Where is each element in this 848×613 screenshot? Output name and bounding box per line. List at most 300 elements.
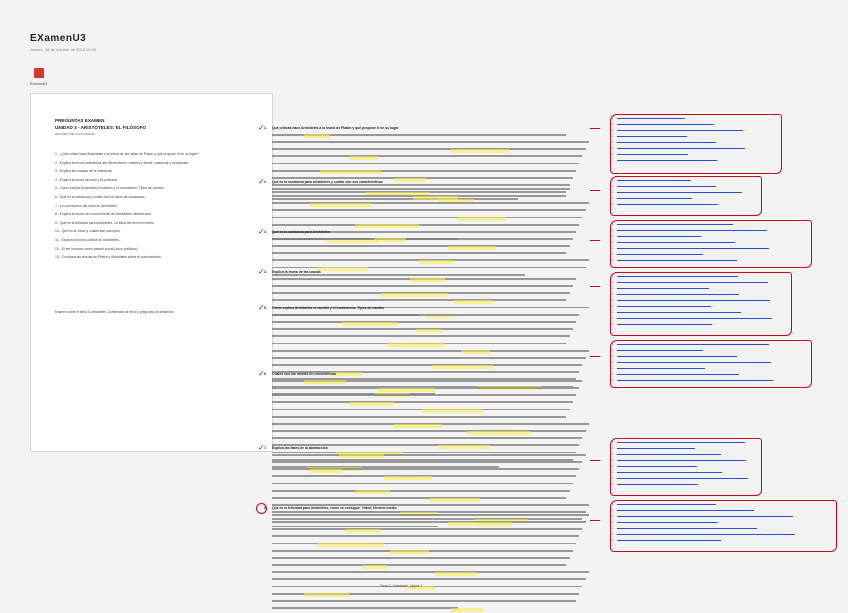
bullet-icon: •	[612, 359, 614, 364]
text-stroke	[272, 416, 566, 418]
bullet-icon: •	[612, 183, 614, 188]
bullet-icon: •	[612, 201, 614, 206]
note-stroke	[617, 294, 739, 295]
highlight-mark	[390, 550, 428, 554]
text-stroke	[272, 430, 586, 432]
bullet-icon: •	[612, 245, 614, 250]
bullet-icon: •	[612, 457, 614, 462]
highlight-mark	[362, 565, 388, 569]
check-mark-icon: ✓	[258, 177, 265, 186]
text-stroke	[272, 437, 582, 439]
question-number: 4.	[264, 270, 267, 274]
text-line	[272, 217, 592, 222]
text-line	[272, 586, 592, 591]
bullet-icon: •	[612, 513, 614, 518]
text-line	[272, 600, 592, 605]
highlight-mark	[448, 522, 512, 526]
highlight-mark	[310, 203, 371, 207]
note-stroke	[617, 522, 718, 523]
note-stroke	[617, 254, 703, 255]
connector-line	[590, 190, 600, 191]
text-stroke	[272, 535, 579, 537]
note-stroke	[617, 148, 745, 149]
check-mark-icon: ✓	[258, 443, 265, 452]
page-title: EXamenU3	[30, 33, 87, 44]
highlight-mark	[451, 149, 509, 153]
text-stroke	[272, 321, 576, 323]
text-line	[272, 416, 592, 421]
question-number: 5.	[264, 306, 267, 310]
list-item: 9.- Qué es la felicidad para Aristóteles. La ética del término medio.	[55, 220, 155, 225]
note-stroke	[617, 130, 743, 131]
highlight-mark	[320, 170, 381, 174]
text-line	[272, 437, 592, 442]
bullet-icon: •	[612, 321, 614, 326]
bullet-icon: •	[612, 309, 614, 314]
text-line	[272, 514, 592, 519]
question-title: Cómo explica Aristóteles el cambio y el movimiento. Tipos de cambio	[272, 306, 385, 310]
note-line	[611, 157, 781, 163]
text-line	[272, 607, 592, 612]
highlight-mark	[381, 293, 448, 297]
bullet-icon: •	[612, 195, 614, 200]
note-stroke	[617, 306, 711, 307]
highlight-mark	[461, 350, 490, 354]
bullet-icon: •	[612, 463, 614, 468]
text-stroke	[272, 394, 576, 396]
note-stroke	[617, 374, 739, 375]
note-stroke	[617, 324, 712, 325]
question-title: Explica las fases de la abstracción	[272, 446, 328, 450]
text-line	[272, 401, 592, 406]
note-line	[611, 201, 761, 207]
check-mark-icon: ✓	[258, 303, 265, 312]
text-line	[272, 468, 592, 473]
highlight-mark	[304, 380, 346, 384]
text-line	[272, 528, 592, 533]
page-footer-note: Examen sobre el tema 3: Aristóteles. Comentario de texto y preguntas de desarrollo.	[55, 310, 175, 314]
bullet-icon: •	[612, 519, 614, 524]
text-stroke	[272, 350, 589, 352]
text-stroke	[272, 409, 570, 411]
page-heading: PREGUNTAS EXAMEN	[55, 118, 105, 123]
list-item: 4.- Explica la teoría del acto y la potencia.	[55, 177, 118, 182]
note-stroke	[617, 192, 742, 193]
highlight-mark	[429, 498, 480, 502]
bullet-icon: •	[612, 303, 614, 308]
text-stroke	[272, 578, 586, 580]
text-line	[272, 483, 592, 488]
highlight-mark	[339, 454, 384, 458]
note-line	[611, 537, 836, 543]
highlight-mark	[435, 572, 477, 576]
check-mark-icon: ✓	[258, 123, 265, 132]
text-stroke	[272, 571, 589, 573]
check-mark-icon: ✓	[258, 267, 265, 276]
text-line	[272, 461, 592, 466]
note-stroke	[617, 460, 746, 461]
file-label[interactable]: ExamenU3	[30, 82, 48, 86]
list-item: 12.- El ser humano como animal social (zoon politikon).	[55, 246, 139, 251]
text-stroke	[272, 514, 589, 516]
question-title: Cuáles son los niveles de conocimiento	[272, 372, 337, 376]
page-course: HISTORIA DE LA FILOSOFÍA	[55, 132, 95, 136]
note-stroke	[617, 510, 754, 511]
bullet-icon: •	[612, 365, 614, 370]
text-line	[272, 380, 592, 385]
note-stroke	[617, 504, 716, 505]
text-stroke	[272, 148, 586, 150]
text-stroke	[272, 335, 570, 337]
text-line	[272, 475, 592, 480]
text-stroke	[272, 600, 576, 602]
note-stroke	[617, 142, 716, 143]
text-line	[272, 321, 592, 326]
page-date: Jueves, 18 de octubre de 2018 10:30	[30, 47, 97, 52]
highlight-mark	[378, 388, 436, 392]
text-line	[272, 292, 592, 297]
text-stroke	[272, 461, 582, 463]
text-line	[272, 328, 592, 333]
note-stroke	[617, 356, 737, 357]
note-stroke	[617, 540, 721, 541]
highlight-mark	[432, 365, 493, 369]
text-stroke	[272, 557, 570, 559]
text-line	[272, 521, 592, 526]
text-stroke	[272, 454, 586, 456]
note-stroke	[617, 282, 768, 283]
annotated-document	[258, 120, 596, 586]
bullet-icon: •	[612, 273, 614, 278]
note-stroke	[617, 312, 741, 313]
text-stroke	[272, 521, 586, 523]
text-stroke	[272, 224, 579, 226]
note-group	[610, 500, 837, 552]
text-line	[272, 593, 592, 598]
note-stroke	[617, 230, 767, 231]
note-stroke	[617, 204, 718, 205]
bullet-icon: •	[612, 469, 614, 474]
question-number: 6.	[264, 372, 267, 376]
text-stroke	[272, 299, 566, 301]
question-number: 8.	[264, 506, 267, 510]
note-stroke	[617, 362, 771, 363]
bullet-icon: •	[612, 151, 614, 156]
highlight-mark	[419, 260, 454, 264]
text-line	[272, 490, 592, 495]
text-line	[272, 343, 592, 348]
highlight-mark	[454, 300, 492, 304]
list-item: 5.- Cómo explica Aristóteles el cambio y el movimiento. Tipos de cambio.	[55, 186, 165, 191]
text-stroke	[272, 483, 573, 485]
list-item: 6.- Qué es la sustancia y cuáles son los tipos de sustancias.	[55, 194, 146, 199]
bullet-icon: •	[612, 227, 614, 232]
text-line	[272, 535, 592, 540]
question-number: 3.	[264, 230, 267, 234]
text-line	[272, 141, 592, 146]
note-stroke	[617, 448, 695, 449]
highlight-mark	[387, 343, 445, 347]
bullet-icon: •	[612, 177, 614, 182]
text-stroke	[272, 564, 566, 566]
highlight-mark	[304, 134, 330, 138]
text-line	[272, 155, 592, 160]
answer-text	[272, 512, 592, 613]
list-item: 3.- Explica las causas de la sustancia.	[55, 169, 113, 174]
highlight-mark	[342, 322, 396, 326]
check-mark-icon: ✓	[258, 227, 265, 236]
bullet-icon: •	[612, 233, 614, 238]
text-line	[272, 335, 592, 340]
highlight-mark	[467, 431, 531, 435]
note-stroke	[617, 198, 692, 199]
bullet-icon: •	[612, 445, 614, 450]
text-line	[272, 134, 592, 139]
text-line	[272, 564, 592, 569]
question-title: Explica la teoría de las causas	[272, 270, 321, 274]
bullet-icon: •	[612, 133, 614, 138]
text-stroke	[272, 238, 573, 240]
highlight-mark	[355, 490, 390, 494]
text-line	[272, 543, 592, 548]
question-title: Qué críticas hace Aristóteles a la teoría de Platón y qué propone él en su lugar	[272, 126, 399, 130]
highlight-mark	[384, 476, 432, 480]
bullet-icon: •	[612, 353, 614, 358]
text-stroke	[272, 497, 566, 499]
text-stroke	[272, 141, 589, 143]
text-stroke	[272, 170, 576, 172]
note-stroke	[617, 300, 770, 301]
list-item: 2.- Explica la teoría aristotélica del hilemorfismo: materia y forma, sustancia y accidentes.	[55, 160, 190, 165]
bullet-icon: •	[612, 475, 614, 480]
note-stroke	[617, 224, 733, 225]
note-stroke	[617, 318, 772, 319]
highlight-mark	[410, 278, 445, 282]
bullet-icon: •	[612, 347, 614, 352]
question-number: 2.	[264, 180, 267, 184]
note-group	[610, 272, 792, 336]
bullet-icon: •	[612, 157, 614, 162]
text-line	[272, 299, 592, 304]
text-line	[272, 224, 592, 229]
note-stroke	[617, 344, 769, 345]
note-line	[611, 257, 811, 263]
text-stroke	[272, 188, 570, 190]
question-title: Qué es la felicidad para Aristóteles, cómo se consigue. Virtud, término medio	[272, 506, 397, 510]
connector-line	[590, 286, 600, 287]
text-stroke	[272, 252, 566, 254]
note-stroke	[617, 154, 688, 155]
bullet-icon: •	[612, 377, 614, 382]
connector-line	[590, 240, 600, 241]
text-line	[272, 148, 592, 153]
text-stroke	[272, 217, 582, 219]
bullet-icon: •	[612, 341, 614, 346]
bullet-icon: •	[612, 451, 614, 456]
text-line	[272, 557, 592, 562]
bullet-icon: •	[612, 139, 614, 144]
note-stroke	[617, 442, 745, 443]
bullet-icon: •	[612, 279, 614, 284]
note-stroke	[617, 236, 701, 237]
bullet-icon: •	[612, 285, 614, 290]
text-stroke	[272, 163, 579, 165]
exam-questions-page	[30, 93, 273, 452]
bullet-icon: •	[612, 501, 614, 506]
note-group	[610, 438, 762, 496]
note-stroke	[617, 180, 691, 181]
bullet-icon: •	[612, 221, 614, 226]
text-stroke	[272, 285, 573, 287]
list-item: 8.- Explica la teoría del conocimiento de Aristóteles: abstracción.	[55, 212, 152, 217]
text-stroke	[272, 245, 570, 247]
text-line	[272, 163, 592, 168]
note-stroke	[617, 380, 773, 381]
note-stroke	[617, 350, 703, 351]
note-stroke	[617, 478, 748, 479]
bullet-icon: •	[612, 371, 614, 376]
text-line	[272, 259, 592, 264]
bullet-icon: •	[612, 525, 614, 530]
bullet-icon: •	[612, 315, 614, 320]
note-stroke	[617, 454, 721, 455]
highlight-mark	[416, 329, 442, 333]
bullet-icon: •	[612, 531, 614, 536]
bullet-icon: •	[612, 481, 614, 486]
text-line	[272, 285, 592, 290]
text-stroke	[272, 528, 582, 530]
text-line	[272, 430, 592, 435]
bullet-icon: •	[612, 189, 614, 194]
page-subheading: UNIDAD 3 - ARISTÓTELES: EL FILÓSOFO	[55, 125, 147, 130]
highlight-mark	[349, 156, 378, 160]
highlight-mark	[374, 238, 406, 242]
note-stroke	[617, 484, 698, 485]
bullet-icon: •	[612, 121, 614, 126]
highlight-mark	[317, 543, 384, 547]
note-group	[610, 340, 812, 388]
text-line	[272, 245, 592, 250]
text-stroke	[272, 314, 579, 316]
highlight-mark	[355, 224, 419, 228]
note-group	[610, 220, 812, 268]
bullet-icon: •	[612, 257, 614, 262]
text-line	[272, 314, 592, 319]
text-line	[272, 394, 592, 399]
bullet-icon: •	[612, 251, 614, 256]
note-stroke	[617, 534, 795, 535]
note-stroke	[617, 288, 709, 289]
bullet-icon: •	[612, 507, 614, 512]
bullet-icon: •	[612, 291, 614, 296]
highlight-mark	[394, 424, 442, 428]
bullet-icon: •	[612, 127, 614, 132]
text-line	[272, 278, 592, 283]
text-line	[272, 238, 592, 243]
highlight-mark	[451, 608, 483, 612]
text-line	[272, 409, 592, 414]
list-item: 10.- Qué es la virtud y cuáles son sus tipos.	[55, 229, 121, 234]
highlight-mark	[317, 267, 368, 271]
text-line	[272, 195, 592, 200]
pdf-file-icon[interactable]	[34, 68, 44, 78]
text-line	[272, 578, 592, 583]
list-item: 7.- La concepción del alma en Aristóteles.	[55, 203, 118, 208]
highlight-mark	[448, 246, 496, 250]
answer-text	[272, 186, 592, 244]
note-line	[611, 377, 811, 383]
note-stroke	[617, 160, 717, 161]
text-stroke	[272, 357, 586, 359]
text-line	[272, 571, 592, 576]
text-stroke	[272, 209, 586, 211]
note-stroke	[617, 248, 769, 249]
handwritten-notes	[598, 108, 848, 578]
note-line	[611, 321, 791, 327]
note-stroke	[617, 472, 722, 473]
note-stroke	[617, 466, 697, 467]
note-stroke	[617, 276, 738, 277]
bullet-icon: •	[612, 239, 614, 244]
text-line	[272, 357, 592, 362]
text-line	[272, 454, 592, 459]
highlight-mark	[458, 217, 506, 221]
note-line	[611, 481, 761, 487]
question-list	[55, 152, 265, 264]
highlight-mark	[310, 469, 342, 473]
list-item: 13.- Compara las teorías de Platón y Aristóteles sobre el conocimiento.	[55, 255, 162, 260]
text-line	[272, 188, 592, 193]
note-stroke	[617, 186, 716, 187]
bullet-icon: •	[612, 115, 614, 120]
text-line	[272, 202, 592, 207]
highlight-mark	[346, 529, 381, 533]
note-group	[610, 114, 782, 174]
text-line	[272, 252, 592, 257]
note-stroke	[617, 124, 714, 125]
text-stroke	[272, 401, 573, 403]
question-title: Qué es la sustancia para Aristóteles	[272, 230, 331, 234]
text-line	[272, 170, 592, 175]
note-stroke	[617, 242, 735, 243]
bullet-icon: •	[612, 145, 614, 150]
highlight-mark	[304, 593, 349, 597]
connector-line	[590, 520, 600, 521]
note-group	[610, 176, 762, 216]
note-stroke	[617, 260, 737, 261]
highlight-mark	[438, 445, 489, 449]
text-line	[272, 364, 592, 369]
note-stroke	[617, 516, 793, 517]
note-stroke	[617, 528, 757, 529]
text-line	[272, 497, 592, 502]
list-item: 11.- Explica la teoría política de Aristóteles.	[55, 237, 120, 242]
bullet-icon: •	[612, 297, 614, 302]
connector-line	[590, 356, 600, 357]
note-stroke	[617, 136, 687, 137]
question-number: 1.	[264, 126, 267, 130]
text-line	[272, 350, 592, 355]
question-number: 7.	[264, 446, 267, 450]
page-footer: Tema 3 - Aristóteles, página 3	[380, 584, 422, 588]
highlight-mark	[422, 409, 483, 413]
text-line	[272, 387, 592, 392]
highlight-mark	[349, 402, 394, 406]
text-stroke	[272, 155, 582, 157]
text-line	[272, 209, 592, 214]
text-stroke	[272, 364, 582, 366]
question-title: Qué es la sustancia para Aristóteles y cuáles son sus características	[272, 180, 383, 184]
